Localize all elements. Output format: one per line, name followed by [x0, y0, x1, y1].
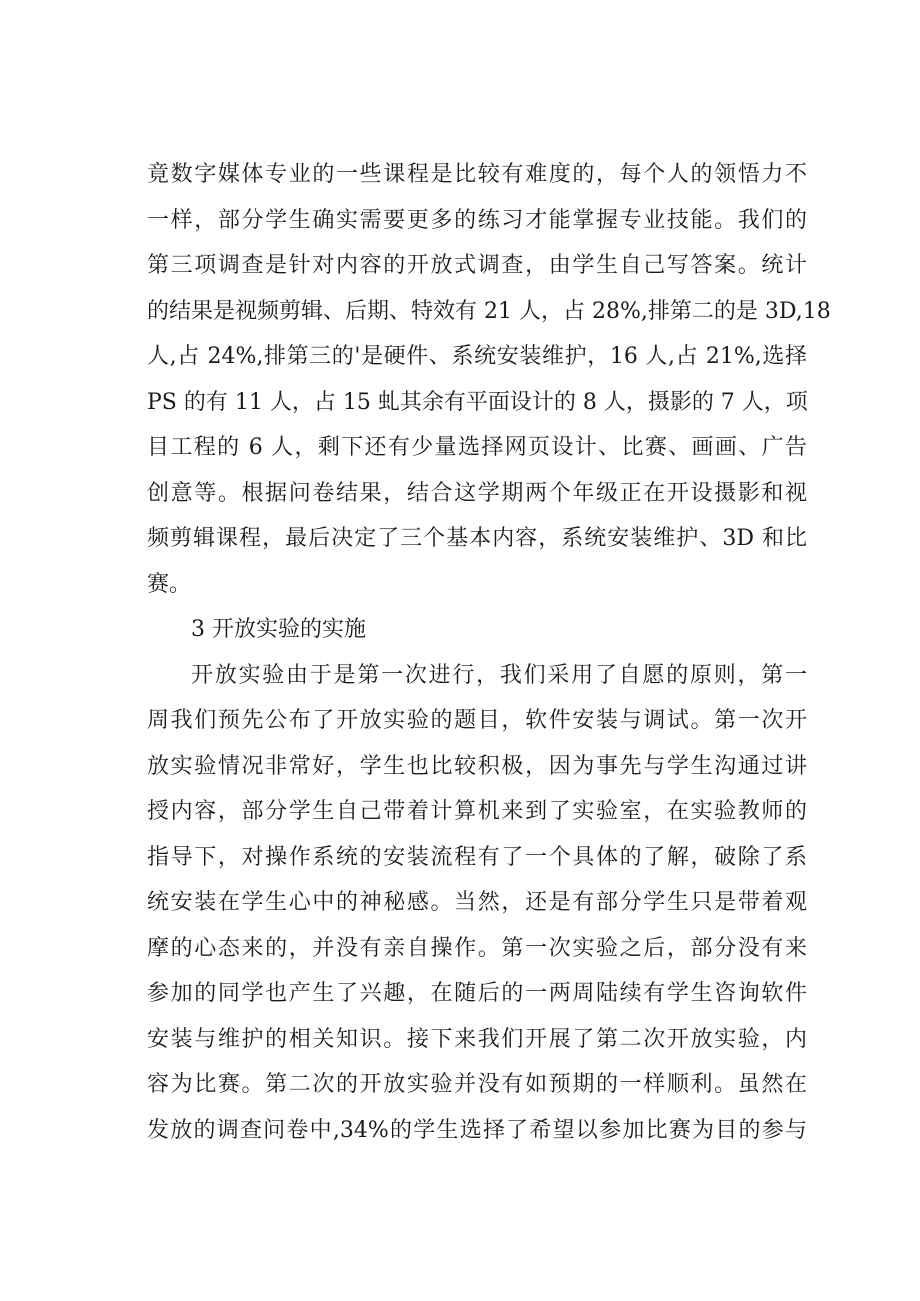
text-line: 目工程的 6 人，剩下还有少量选择网页设计、比赛、画画、广告	[147, 435, 807, 460]
text-line: 统安装在学生心中的神秘感。当然，还是有部分学生只是带着观	[147, 890, 807, 915]
text-line: 指导下，对操作系统的安装流程有了一个具体的了解，破除了系	[147, 844, 807, 870]
text-line: 放实验情况非常好，学生也比较积极，因为事先与学生沟通过讲	[147, 753, 807, 779]
text-line: 安装与维护的相关知识。接下来我们开展了第二次开放实验，内	[147, 1026, 807, 1052]
text-line: 人,占 24%,排第三的'是硬件、系统安装维护，16 人,占 21%,选择	[147, 344, 807, 369]
text-line: 授内容，部分学生自己带着计算机来到了实验室，在实验教师的	[147, 799, 807, 824]
text-line: 一样，部分学生确实需要更多的练习才能掌握专业技能。我们的	[147, 207, 807, 233]
text-line: 发放的调查问卷中,34%的学生选择了希望以参加比赛为目的参与	[147, 1117, 807, 1143]
section-heading-text: 3 开放实验的实施	[191, 617, 366, 642]
text-line: 的结果是视频剪辑、后期、特效有 21 人，占 28%,排第二的是 3D,18	[147, 298, 831, 324]
text-line: 创意等。根据问卷结果，结合这学期两个年级正在开设摄影和视	[147, 480, 807, 506]
text-line: 容为比赛。第二次的开放实验并没有如预期的一样顺利。虽然在	[147, 1072, 807, 1097]
paragraph-survey-results	[147, 152, 831, 607]
text-line: 周我们预先公布了开放实验的题目，软件安装与调试。第一次开	[147, 708, 807, 733]
text-line: PS 的有 11 人，占 15 虬其余有平面设计的 8 人，摄影的 7 人，项	[147, 389, 808, 415]
text-line: 摩的心态来的，并没有亲自操作。第一次实验之后，部分没有来	[147, 935, 807, 961]
section-heading	[147, 607, 807, 653]
text-line: 频剪辑课程，最后决定了三个基本内容，系统安装维护、3D 和比	[147, 526, 807, 551]
text-line: 竟数字媒体专业的一些课程是比较有难度的，每个人的领悟力不	[147, 162, 807, 187]
document-body	[147, 152, 831, 1153]
text-line: 第三项调查是针对内容的开放式调查，由学生自己写答案。统计	[147, 253, 807, 278]
text-line: 开放实验由于是第一次进行，我们采用了自愿的原则，第一	[191, 662, 807, 688]
paragraph-implementation	[147, 653, 807, 1154]
text-line: 参加的同学也产生了兴趣，在随后的一两周陆续有学生咨询软件	[147, 981, 807, 1006]
text-line: 赛。	[147, 571, 192, 597]
